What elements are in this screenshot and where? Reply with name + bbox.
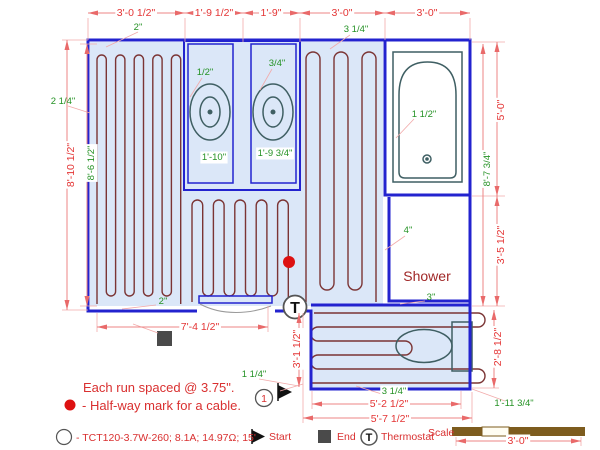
dim-right-toilet: 2'-8 1/2" [492, 327, 504, 367]
cable-start-marker [278, 383, 292, 401]
dim-top-3: 1'-9" [260, 7, 282, 19]
legend-start-label: Start [269, 431, 292, 443]
legend-thermostat-letter: T [365, 432, 373, 444]
gap-right-interior: 8'-7 3/4" [482, 151, 493, 187]
dim-left-overall: 8'-10 1/2" [65, 142, 77, 188]
note-run-spacing: Each run spaced @ 3.75". [83, 380, 235, 395]
gap-sink1: 1/2" [196, 67, 214, 78]
gap-bottom-right: 1'-11 3/4" [494, 398, 534, 409]
gap-sink2: 3/4" [268, 58, 286, 69]
thermostat-letter: T [290, 300, 300, 317]
note-halfway-dot [65, 400, 76, 411]
shower-room-label: Shower [403, 268, 451, 284]
note-halfway-mark: - Half-way mark for a cable. [82, 398, 241, 413]
toilet-room-heated-floor [311, 305, 470, 389]
legend-cable-spec: - TCT120-3.7W-260; 8.1A; 14.97Ω; 15' [76, 432, 256, 444]
legend-end-label: End [337, 431, 356, 443]
dim-top-1: 3'-0 1/2" [116, 7, 156, 19]
dim-right-tub: 5'-0" [495, 99, 507, 121]
legend-thermostat-label: Thermostat [381, 431, 435, 443]
dim-scale-bar: 3'-0" [507, 435, 529, 447]
gap-wall-corner: 2 1/4" [50, 96, 76, 107]
gap-top-left: 2" [133, 22, 143, 33]
dim-toilet-width-inner: 5'-2 1/2" [369, 398, 409, 410]
cable-end-marker [157, 331, 172, 346]
gap-shower-wall: 3" [426, 292, 436, 303]
gap-tub: 1 1/2" [411, 109, 437, 120]
dim-top-2: 1'-9 1/2" [194, 7, 234, 19]
cable-number: 1 [261, 393, 267, 405]
gap-toilet-left: 1 1/4" [241, 369, 267, 380]
dim-toilet-width-outer: 5'-7 1/2" [370, 413, 410, 425]
legend-scale-label: Scale [428, 427, 455, 439]
gap-top-center: 3 1/4" [343, 24, 369, 35]
vanity1-width: 1'-10" [201, 152, 227, 163]
gap-toilet-bottom: 3 1/4" [381, 386, 407, 397]
dim-toilet-height: 3'-1 1/2" [291, 329, 303, 369]
gap-door: 2" [158, 296, 168, 307]
halfway-mark-dot [283, 256, 295, 268]
vanity2-width: 1'-9 3/4" [257, 148, 293, 159]
dim-right-shower: 3'-5 1/2" [495, 225, 507, 265]
dim-top-5: 3'-0" [416, 7, 438, 19]
dim-top-4: 3'-0" [331, 7, 353, 19]
legend-end-icon [318, 430, 331, 443]
legend-cable-number-circle [57, 430, 72, 445]
dim-bottom-left: 7'-4 1/2" [180, 321, 220, 333]
gap-left-interior: 8'-6 1/2" [86, 145, 97, 181]
gap-shower-strip: 4" [403, 225, 413, 236]
